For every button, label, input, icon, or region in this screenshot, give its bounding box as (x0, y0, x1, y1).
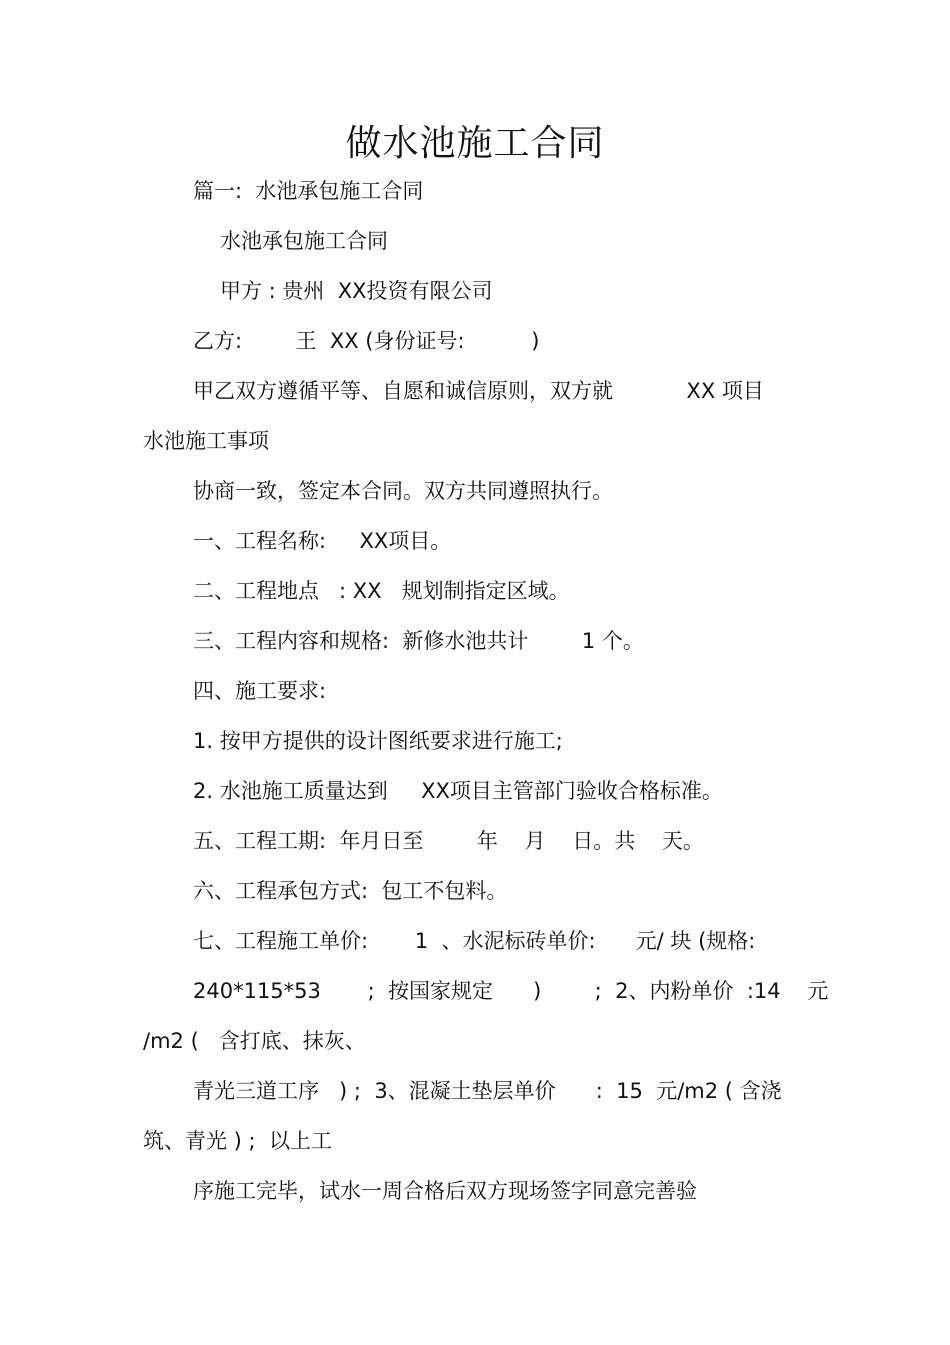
requirement-item-2: 2. 水池施工质量达到 XX项目主管部门验收合格标准。 (193, 779, 723, 803)
party-a: 甲方 : 贵州 XX投资有限公司 (220, 279, 493, 303)
clause-unit-price-line-4: 青光三道工序 ) ; 3、混凝土垫层单价 : 15 元/m2 ( 含浇 (193, 1079, 782, 1103)
party-b: 乙方: 王 XX (身份证号: ) (193, 329, 540, 353)
document-title: 做水池施工合同 (345, 123, 605, 164)
contract-name: 水池承包施工合同 (220, 229, 388, 253)
preamble-line-2: 水池施工事项 (143, 429, 269, 453)
clause-unit-price-line-1: 七、工程施工单价: 1 、水泥标砖单价: 元/ 块 (规格: (193, 929, 756, 953)
clause-project-content: 三、工程内容和规格: 新修水池共计 1 个。 (193, 629, 644, 653)
requirement-item-1: 1. 按甲方提供的设计图纸要求进行施工; (193, 729, 563, 753)
section-heading: 篇一: 水池承包施工合同 (193, 179, 424, 203)
clause-acceptance-line: 序施工完毕，试水一周合格后双方现场签字同意完善验 (193, 1179, 697, 1203)
clause-unit-price-line-5: 筑、青光 ) ; 以上工 (143, 1129, 332, 1153)
clause-unit-price-line-2: 240*115*53 ; 按国家规定 ) ; 2、内粉单价 :14 元 (193, 979, 829, 1003)
preamble-line-1: 甲乙双方遵循平等、自愿和诚信原则，双方就 XX 项目 (193, 379, 764, 403)
preamble-line-3: 协商一致，签定本合同。双方共同遵照执行。 (193, 479, 613, 503)
clause-unit-price-line-3: /m2 ( 含打底、抹灰、 (143, 1029, 366, 1053)
clause-contract-method: 六、工程承包方式: 包工不包料。 (193, 879, 508, 903)
clause-project-name: 一、工程名称: XX项目。 (193, 529, 452, 553)
clause-requirements-heading: 四、施工要求: (193, 679, 327, 703)
clause-project-location: 二、工程地点 : XX 规划制指定区域。 (193, 579, 570, 603)
clause-schedule: 五、工程工期: 年月日至 年 月 日。共 天。 (193, 829, 704, 853)
